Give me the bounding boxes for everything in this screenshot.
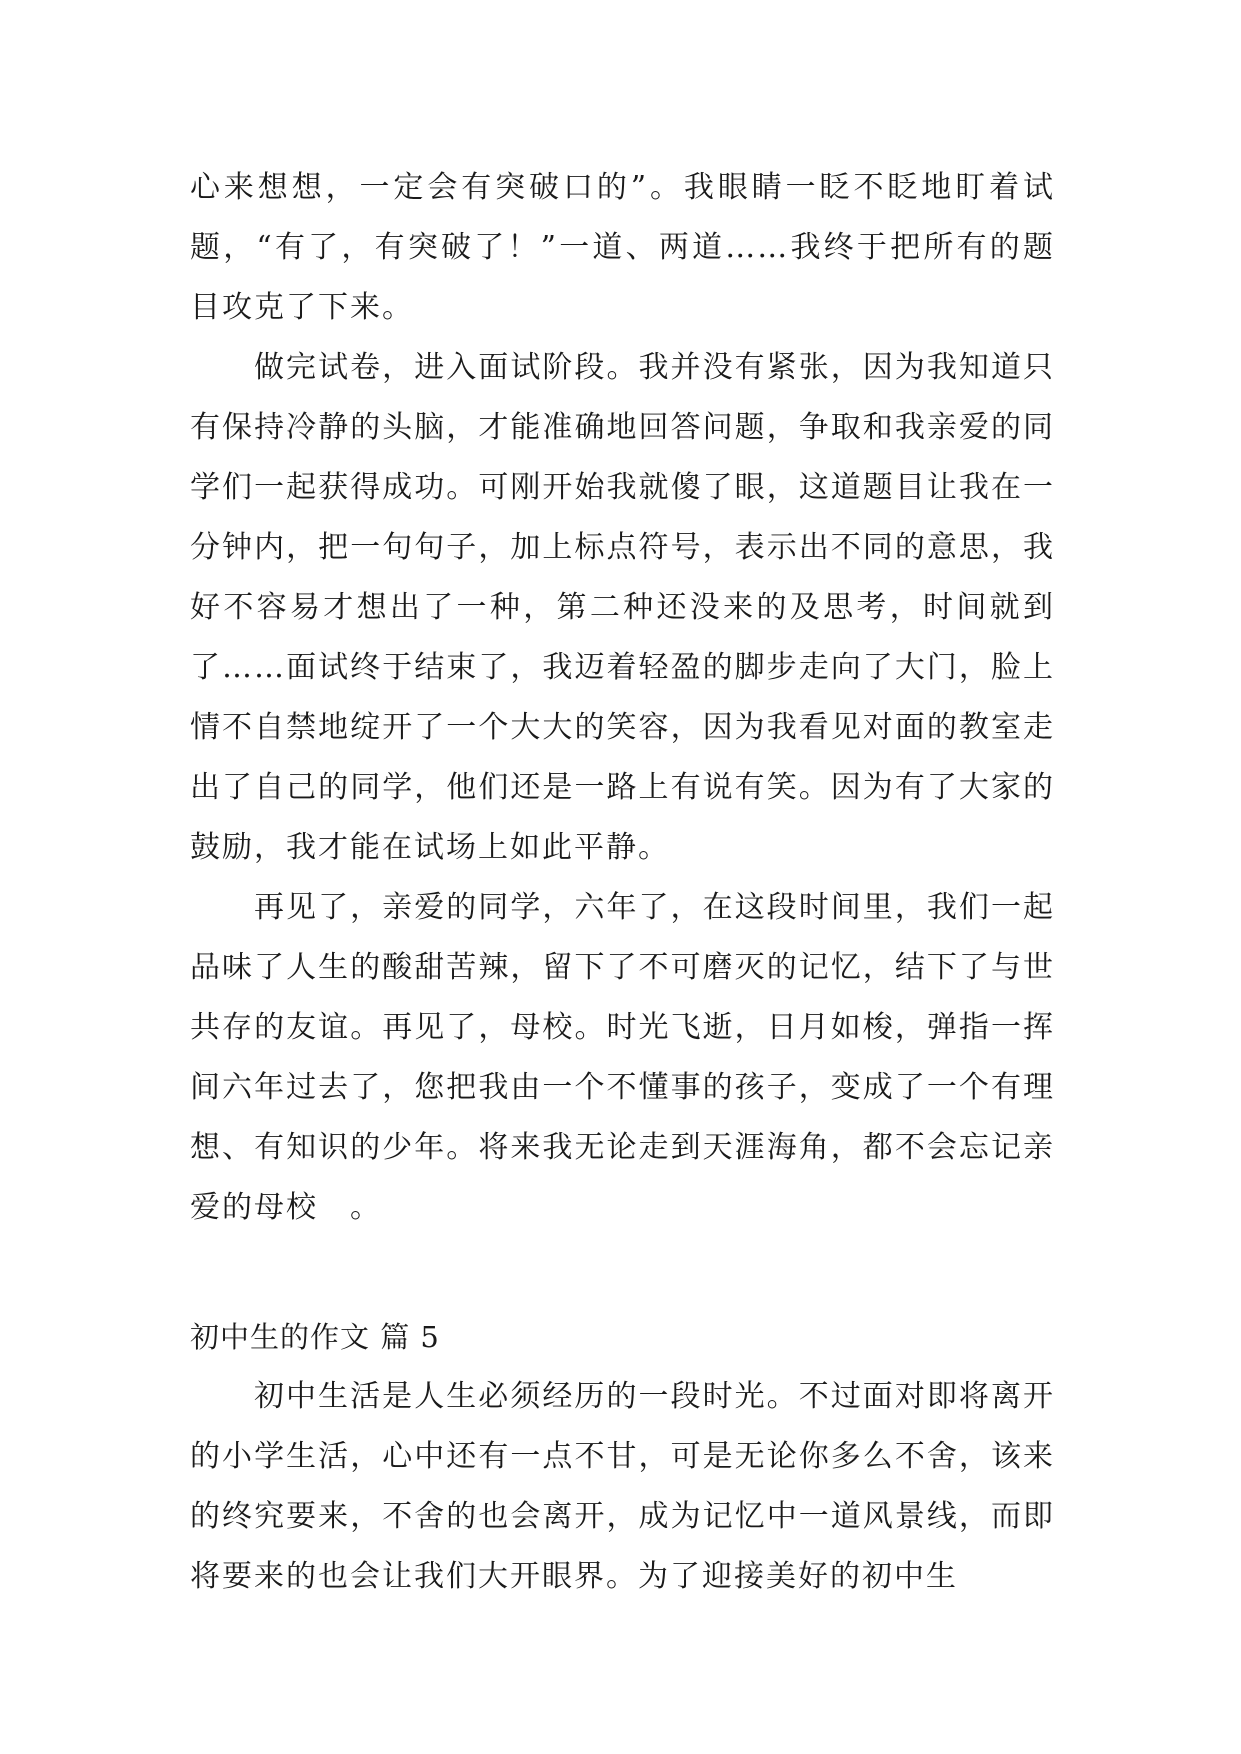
section-heading: 初中生的作文 篇 5 <box>190 1320 440 1354</box>
document-body <box>190 158 1055 1607</box>
paragraph-interview: 做完试卷，进入面试阶段。我并没有紧张，因为我知道只有保持冷静的头脑，才能准确地回答问题，争取和我亲爱的同学们一起获得成功。可刚开始我就傻了眼，这道题目让我在一分钟内，把一句句子，加上标点符号，表示出不同的意思，我好不容易才想出了一种，第二种还没来的及思考，时间就到了……面试终于结束了，我迈着轻盈的脚步走向了大门，脸上情不自禁地绽开了一个大大的笑容，因为我看见对面的教室走出了自己的同学，他们还是一路上有说有笑。因为有了大家的鼓励，我才能在试场上如此平静。 <box>190 350 1055 865</box>
paragraph-continuation: 心来想想，一定会有突破口的”。我眼睛一眨不眨地盯着试题，“有了，有突破了！”一道、两道……我终于把所有的题目攻克了下来。 <box>190 170 1055 325</box>
paragraph-farewell: 再见了，亲爱的同学，六年了，在这段时间里，我们一起品味了人生的酸甜苦辣，留下了不可磨灭的记忆，结下了与世共存的友谊。再见了，母校。时光飞逝，日月如梭，弹指一挥间六年过去了，您把我由一个不懂事的孩子，变成了一个有理想、有知识的少年。将来我无论走到天涯海角，都不会忘记亲爱的母校 。 <box>190 890 1055 1225</box>
paragraph-essay-5-intro: 初中生活是人生必须经历的一段时光。不过面对即将离开的小学生活，心中还有一点不甘，可是无论你多么不舍，该来的终究要来，不舍的也会离开，成为记忆中一道风景线，而即将要来的也会让我们大开眼界。为了迎接美好的初中生 <box>190 1379 1055 1594</box>
